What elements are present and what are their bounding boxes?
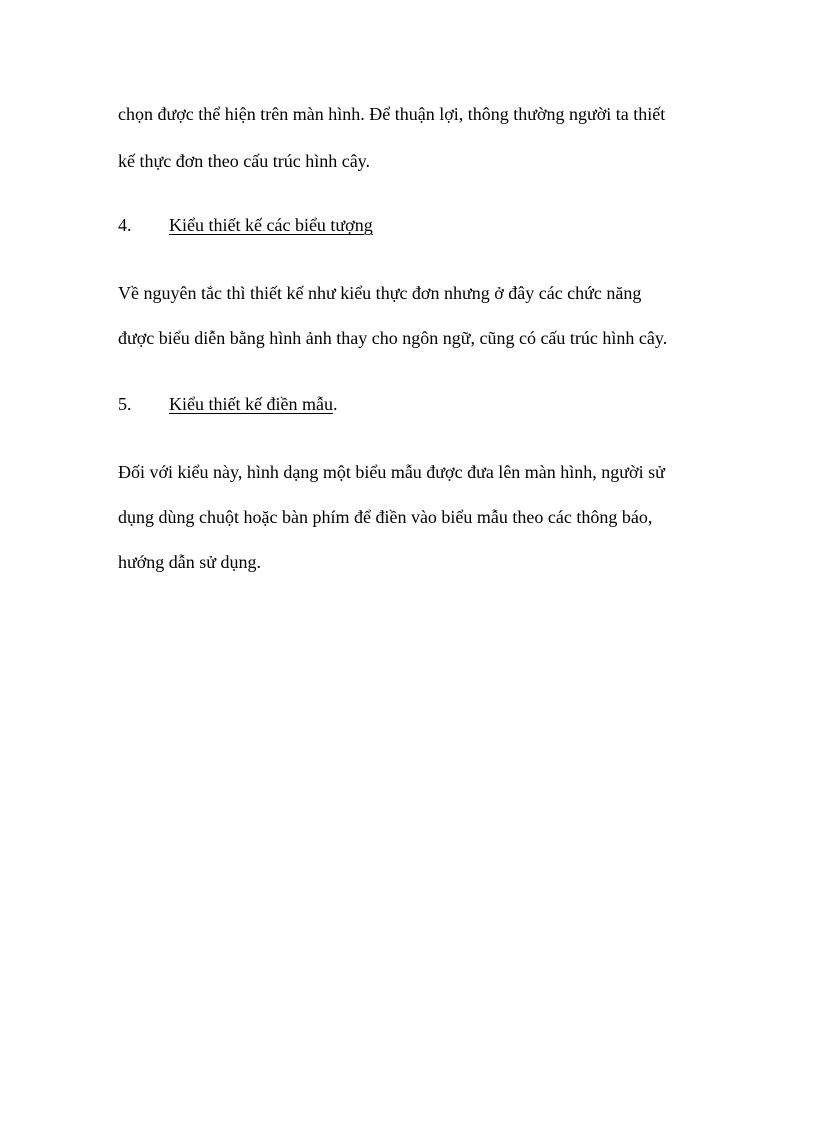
section-4-heading: [118, 216, 373, 234]
paragraph-2-line-1: Về nguyên tắc thì thiết kế như kiểu thực đơn nhưng ở đây các chức năng: [118, 283, 642, 303]
paragraph-1-line-1: chọn được thể hiện trên màn hình. Để thuận lợi, thông thường người ta thiết: [118, 104, 666, 124]
paragraph-3-line-1: Đối với kiểu này, hình dạng một biểu mẫu được đưa lên màn hình, người sử: [118, 462, 665, 482]
section-5-title: Kiểu thiết kế điền mẫu: [169, 394, 333, 414]
section-4-title: Kiểu thiết kế các biểu tượng: [169, 215, 373, 235]
paragraph-2-line-2: được biểu diễn bằng hình ảnh thay cho ngôn ngữ, cũng có cấu trúc hình cây.: [118, 328, 668, 348]
section-5-suffix: .: [332, 394, 338, 414]
paragraph-1-line-2: kế thực đơn theo cấu trúc hình cây.: [118, 151, 371, 171]
section-5-heading: [118, 395, 337, 413]
section-4-number: 4.: [118, 215, 132, 235]
section-5-number: 5.: [118, 394, 132, 414]
paragraph-3-line-2: dụng dùng chuột hoặc bàn phím để điền vào biểu mẫu theo các thông báo,: [118, 507, 653, 527]
paragraph-3-line-3: hướng dẫn sử dụng.: [118, 552, 262, 572]
